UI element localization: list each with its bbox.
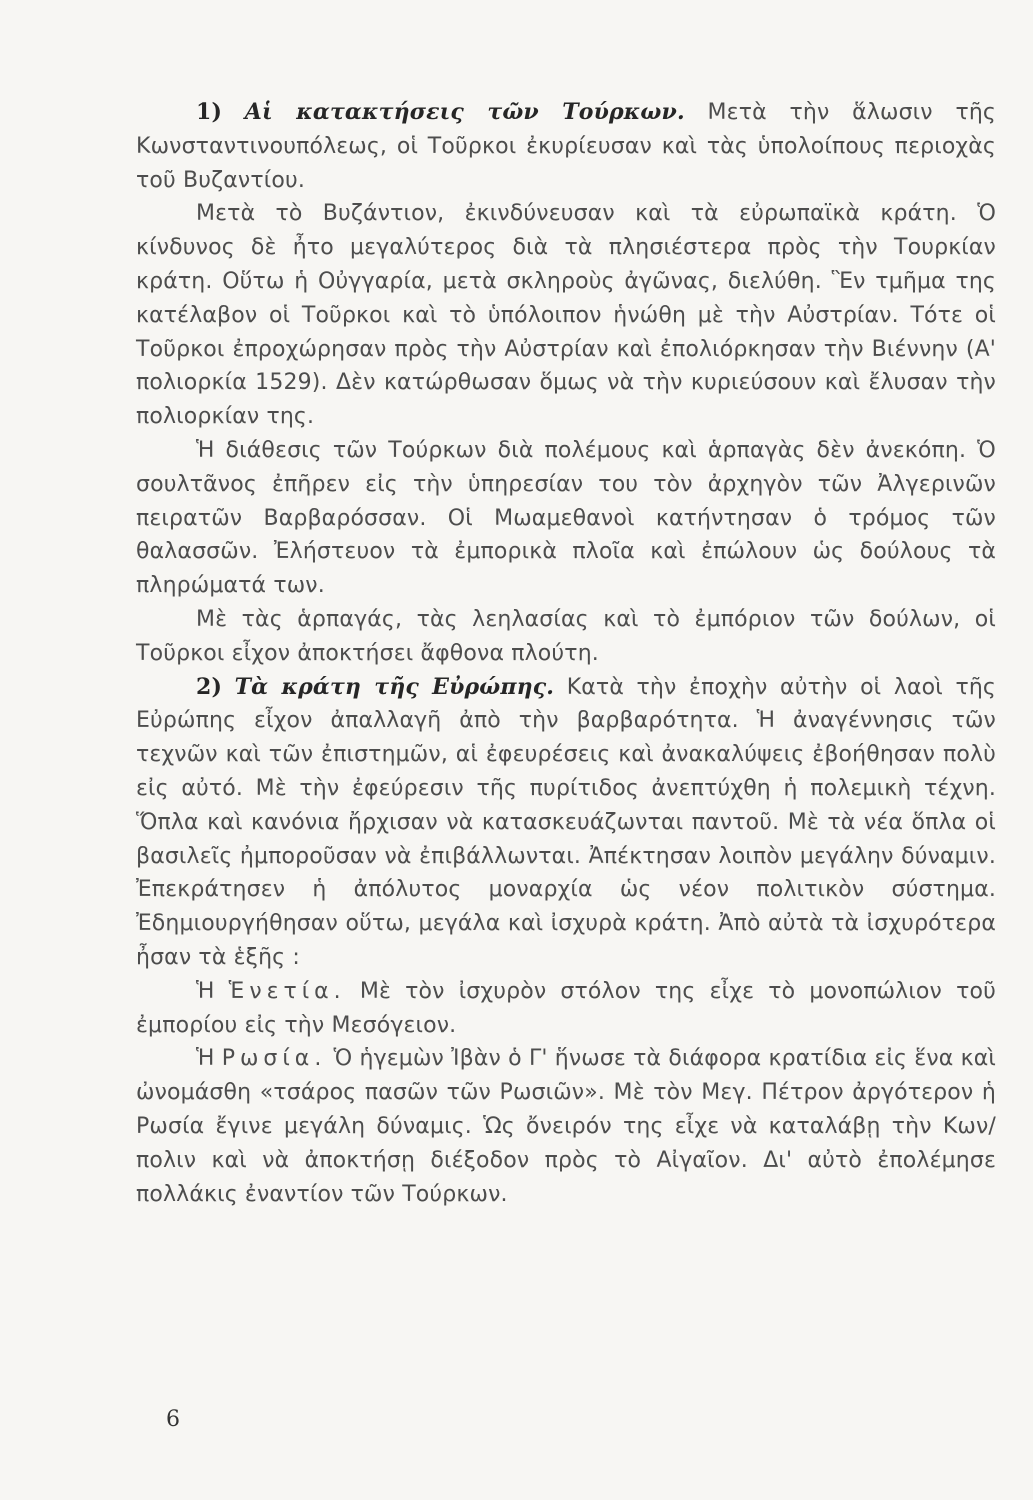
russia-text: Ὁ ἡγεμὼν Ἰβὰν ὁ Γ' ἥνωσε τὰ διάφορα κρατίδια εἰς ἕνα καὶ ὠνομάσθη «τσάρος πασῶν τῶν Ρωσιῶν». Μὲ τὸν Μεγ. Πέτρον ἀργότερον ἡ Ρωσία ἔγινε μεγάλη δύναμις. Ὡς ὄνειρόν της εἶχε νὰ καταλάβῃ τὴν Κων/πολιν καὶ νὰ ἀποκτήσῃ διέξοδον πρὸς τὸ Αἰγαῖον. Δι' αὐτὸ ἐπολέμησε πολλάκις ἐναντίον τῶν Τούρκων. — [136, 1046, 996, 1207]
section1-paragraph4: Μὲ τὰς ἁρπαγάς, τὰς λεηλασίας καὶ τὸ ἐμπόριον τῶν δούλων, οἱ Τοῦρκοι εἶχον ἀποκτήσει ἄφθονα πλούτη. — [136, 606, 996, 666]
body-text — [136, 96, 996, 1211]
section2-para1-text: Κατὰ τὴν ἐποχὴν αὐτὴν οἱ λαοὶ τῆς Εὐρώπης εἶχον ἀπαλλαγῆ ἀπὸ τὴν βαρβαρότητα. Ἡ ἀναγέννησις τῶν τεχνῶν καὶ τῶν ἐπιστημῶν, αἱ ἐφευρέσεις καὶ ἀνακαλύψεις ἐβοήθησαν πολὺ εἰς αὐτό. Μὲ τὴν ἐφεύρεσιν τῆς πυρίτιδος ἀνεπτύχθη ἡ πολεμικὴ τέχνη. Ὅπλα καὶ κανόνια ἤρχισαν νὰ κατασκευάζωνται παντοῦ. Μὲ τὰ νέα ὅπλα οἱ βασιλεῖς ἠμποροῦσαν νὰ ἐπιβάλλωνται. Ἀπέκτησαν λοιπὸν μεγάλην δύναμιν. Ἐπεκράτησεν ἡ ἀπόλυτος μοναρχία ὡς νέον πολιτικὸν σύστημα. Ἐδημιουργήθησαν οὕτω, μεγάλα καὶ ἰσχυρὰ κράτη. Ἀπὸ αὐτὰ τὰ ἰσχυρότερα ἦσαν τὰ ἑξῆς : — [136, 674, 996, 970]
russia-term: Ρωσία. — [221, 1046, 327, 1072]
venice-term: Ἑνετία. — [228, 978, 346, 1004]
section1-number: 1) — [196, 99, 223, 125]
section1-paragraph2: Μετὰ τὸ Βυζάντιον, ἐκινδύνευσαν καὶ τὰ εὐρωπαϊκὰ κράτη. Ὁ κίνδυνος δὲ ἦτο μεγαλύτερος διὰ τὰ πλησιέστερα πρὸς τὴν Τουρκίαν κράτη. Οὕτω ἡ Οὐγγαρία, μετὰ σκληροὺς ἀγῶνας, διελύθη. Ἓν τμῆμα της κατέλαβον οἱ Τοῦρκοι καὶ τὸ ὑπόλοιπον ἡνώθη μὲ τὴν Αὐστρίαν. Τότε οἱ Τοῦρκοι ἐπροχώρησαν πρὸς τὴν Αὐστρίαν καὶ ἐπολιόρκησαν τὴν Βιέννην (Α' πολιορκία 1529). Δὲν κατώρθωσαν ὅμως νὰ τὴν κυριεύσουν καὶ ἔλυσαν τὴν πολιορκίαν της. — [136, 201, 996, 430]
page-number: 6 — [166, 1407, 180, 1432]
section2-paragraph1 — [136, 671, 996, 975]
russia-article: Ἡ — [196, 1046, 222, 1072]
russia-paragraph — [136, 1042, 996, 1211]
venice-paragraph — [136, 975, 996, 1043]
section1-para1-text: Μετὰ τὴν ἅλωσιν τῆς Κωνσταντινουπόλεως, οἱ Τοῦρκοι ἐκυρίευσαν καὶ τὰς ὑπολοίπους περιοχὰς τοῦ Βυζαντίου. — [136, 100, 996, 193]
venice-article: Ἡ — [196, 978, 229, 1004]
section2-heading: Τὰ κράτη τῆς Εὐρώπης. — [234, 673, 555, 700]
section1-heading: Αἱ κατακτήσεις τῶν Τούρκων. — [244, 99, 685, 125]
section1-paragraph3: Ἡ διάθεσις τῶν Τούρκων διὰ πολέμους καὶ ἁρπαγὰς δὲν ἀνεκόπη. Ὁ σουλτᾶνος ἐπῆρεν εἰς τὴν ὑπηρεσίαν του τὸν ἀρχηγὸν τῶν Ἀλγερινῶν πειρατῶν Βαρβαρόσσαν. Οἱ Μωαμεθανοὶ κατήντησαν ὁ τρόμος τῶν θαλασσῶν. Ἐλήστευον τὰ ἐμπορικὰ πλοῖα καὶ ἐπώλουν ὡς δούλους τὰ πληρώματά των. — [136, 437, 996, 599]
section2-number: 2) — [196, 673, 223, 700]
venice-text: Μὲ τὸν ἰσχυρὸν στόλον της εἶχε τὸ μονοπώλιον τοῦ ἐμπορίου εἰς τὴν Μεσόγειον. — [136, 978, 996, 1038]
section1-paragraph1 — [136, 96, 996, 197]
